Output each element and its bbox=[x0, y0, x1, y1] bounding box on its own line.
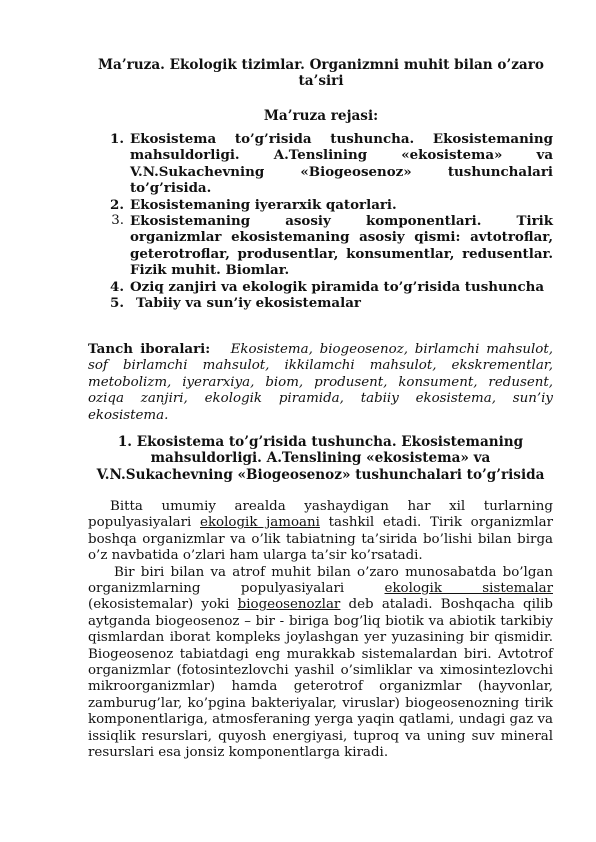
plan-item-4 bbox=[88, 279, 553, 295]
paragraph-text: Bir biri bilan va atrof muhit bilan o’zaro munosabatda bo’lgan organizmlarning populyasiyalari bbox=[88, 564, 553, 597]
plan-item-number: 4. bbox=[110, 278, 124, 295]
link-biogeosenozlar[interactable]: biogeosenozlar bbox=[237, 597, 341, 613]
key-terms-paragraph bbox=[88, 341, 553, 424]
key-terms-label: Tanch iboralari: bbox=[88, 341, 211, 357]
paragraph-2 bbox=[88, 565, 553, 762]
paragraph-1 bbox=[88, 499, 553, 565]
paragraph-text: tashkil etadi. Tirik organizmlar boshqa organizmlar va o’lik tabiatning ta’sirida bo’lishi bilan birga o’z navbatida o’zlari ham ularga ta’sir ko’rsatadi. bbox=[88, 515, 553, 564]
plan-item-3 bbox=[88, 213, 553, 279]
plan-item-number: 2. bbox=[110, 196, 124, 213]
plan-item-text: Ekosistema to’g’risida tushuncha. Ekosistemaning mahsuldorligi. A.Tenslining «ekosistema» va V.N.Sukachevning «Biogeosenoz» tushunchalari to’g’risida. bbox=[130, 131, 553, 197]
plan-item-number: 1. bbox=[110, 131, 124, 147]
plan-item-5 bbox=[88, 295, 553, 311]
plan-item-text: Ekosistemaning iyerarxik qatorlari. bbox=[130, 196, 397, 213]
lecture-plan-list bbox=[88, 131, 553, 311]
plan-item-text: Ekosistemaning asosiy komponentlari. Tirik organizmlar ekosistemaning asosiy qismi: avtotroflar, geterotroflar, produsentlar, konsumentlar, redusentlar. Fizik muhit. Biomlar. bbox=[130, 213, 553, 279]
link-ekologik-jamoa[interactable]: ekologik jamoani bbox=[200, 515, 320, 531]
plan-item-1 bbox=[88, 131, 553, 197]
plan-item-number: 5. bbox=[110, 295, 124, 312]
plan-item-2 bbox=[88, 197, 553, 213]
plan-item-text: Tabiiy va sun’iy ekosistemalar bbox=[136, 295, 361, 312]
plan-item-number: 3. bbox=[111, 213, 124, 229]
paragraph-text: Bitta umumiy arealda yashaydigan har xil turlarning populyasiyalari bbox=[88, 499, 553, 531]
paragraph-text: deb ataladi. Boshqacha qilib aytganda biogeosenoz – bir - biriga bog’liq biotik va abiotik tarkibiy qismlardan iborat kompleks joylashgan yer yuzasining bir qismidir. Biogeosenoz tabiatdagi eng murakkab sistemalardan biri. Avtotrof organizmlar (fotosintezlovchi yashil o’simliklar va ximosintezlovchi mikroorganizmlar) hamda geterotrof organizmlar (hayvonlar, zamburug’lar, ko’pgina bakteriyalar, viruslar) biogeosenozning tirik komponentlariga, atmosferaning yerga yaqin qatlami, undagi gaz va issiqlik resurslari, quyosh energiyasi, tuproq va uning suv mineral resurslari esa jonsiz komponentlarga kiradi. bbox=[88, 597, 553, 761]
plan-item-text: Oziq zanjiri va ekologik piramida to’g’risida tushuncha bbox=[130, 278, 545, 295]
plan-heading: Ma’ruza rejasi: bbox=[263, 108, 379, 124]
section-heading: 1. Ekosistema to’g’risida tushuncha. Ekosistemaning mahsuldorligi. A.Tenslining «ekosistema» va V.N.Sukachevning «Biogeosenoz» tushunchalari to’g’risida bbox=[96, 434, 545, 483]
body-text bbox=[88, 499, 553, 762]
key-terms-list: Ekosistema, biogeosenoz, birlamchi mahsulot, sof birlamchi mahsulot, ikkilamchi mahsulot, ekskrementlar, metobolizm, iyerarxiya, biom, produsent, konsument, redusent, oziqa zanjiri, ekologik piramida, tabiiy ekosistema, sun’iy ekosistema. bbox=[88, 342, 553, 423]
paragraph-text: (ekosistemalar) yoki bbox=[88, 597, 238, 613]
lecture-title: Ma’ruza. Ekologik tizimlar. Organizmni muhit bilan o’zaro ta’siri bbox=[98, 57, 544, 90]
link-ekologik-sistemalar[interactable]: ekologik sistemalar bbox=[384, 581, 553, 597]
